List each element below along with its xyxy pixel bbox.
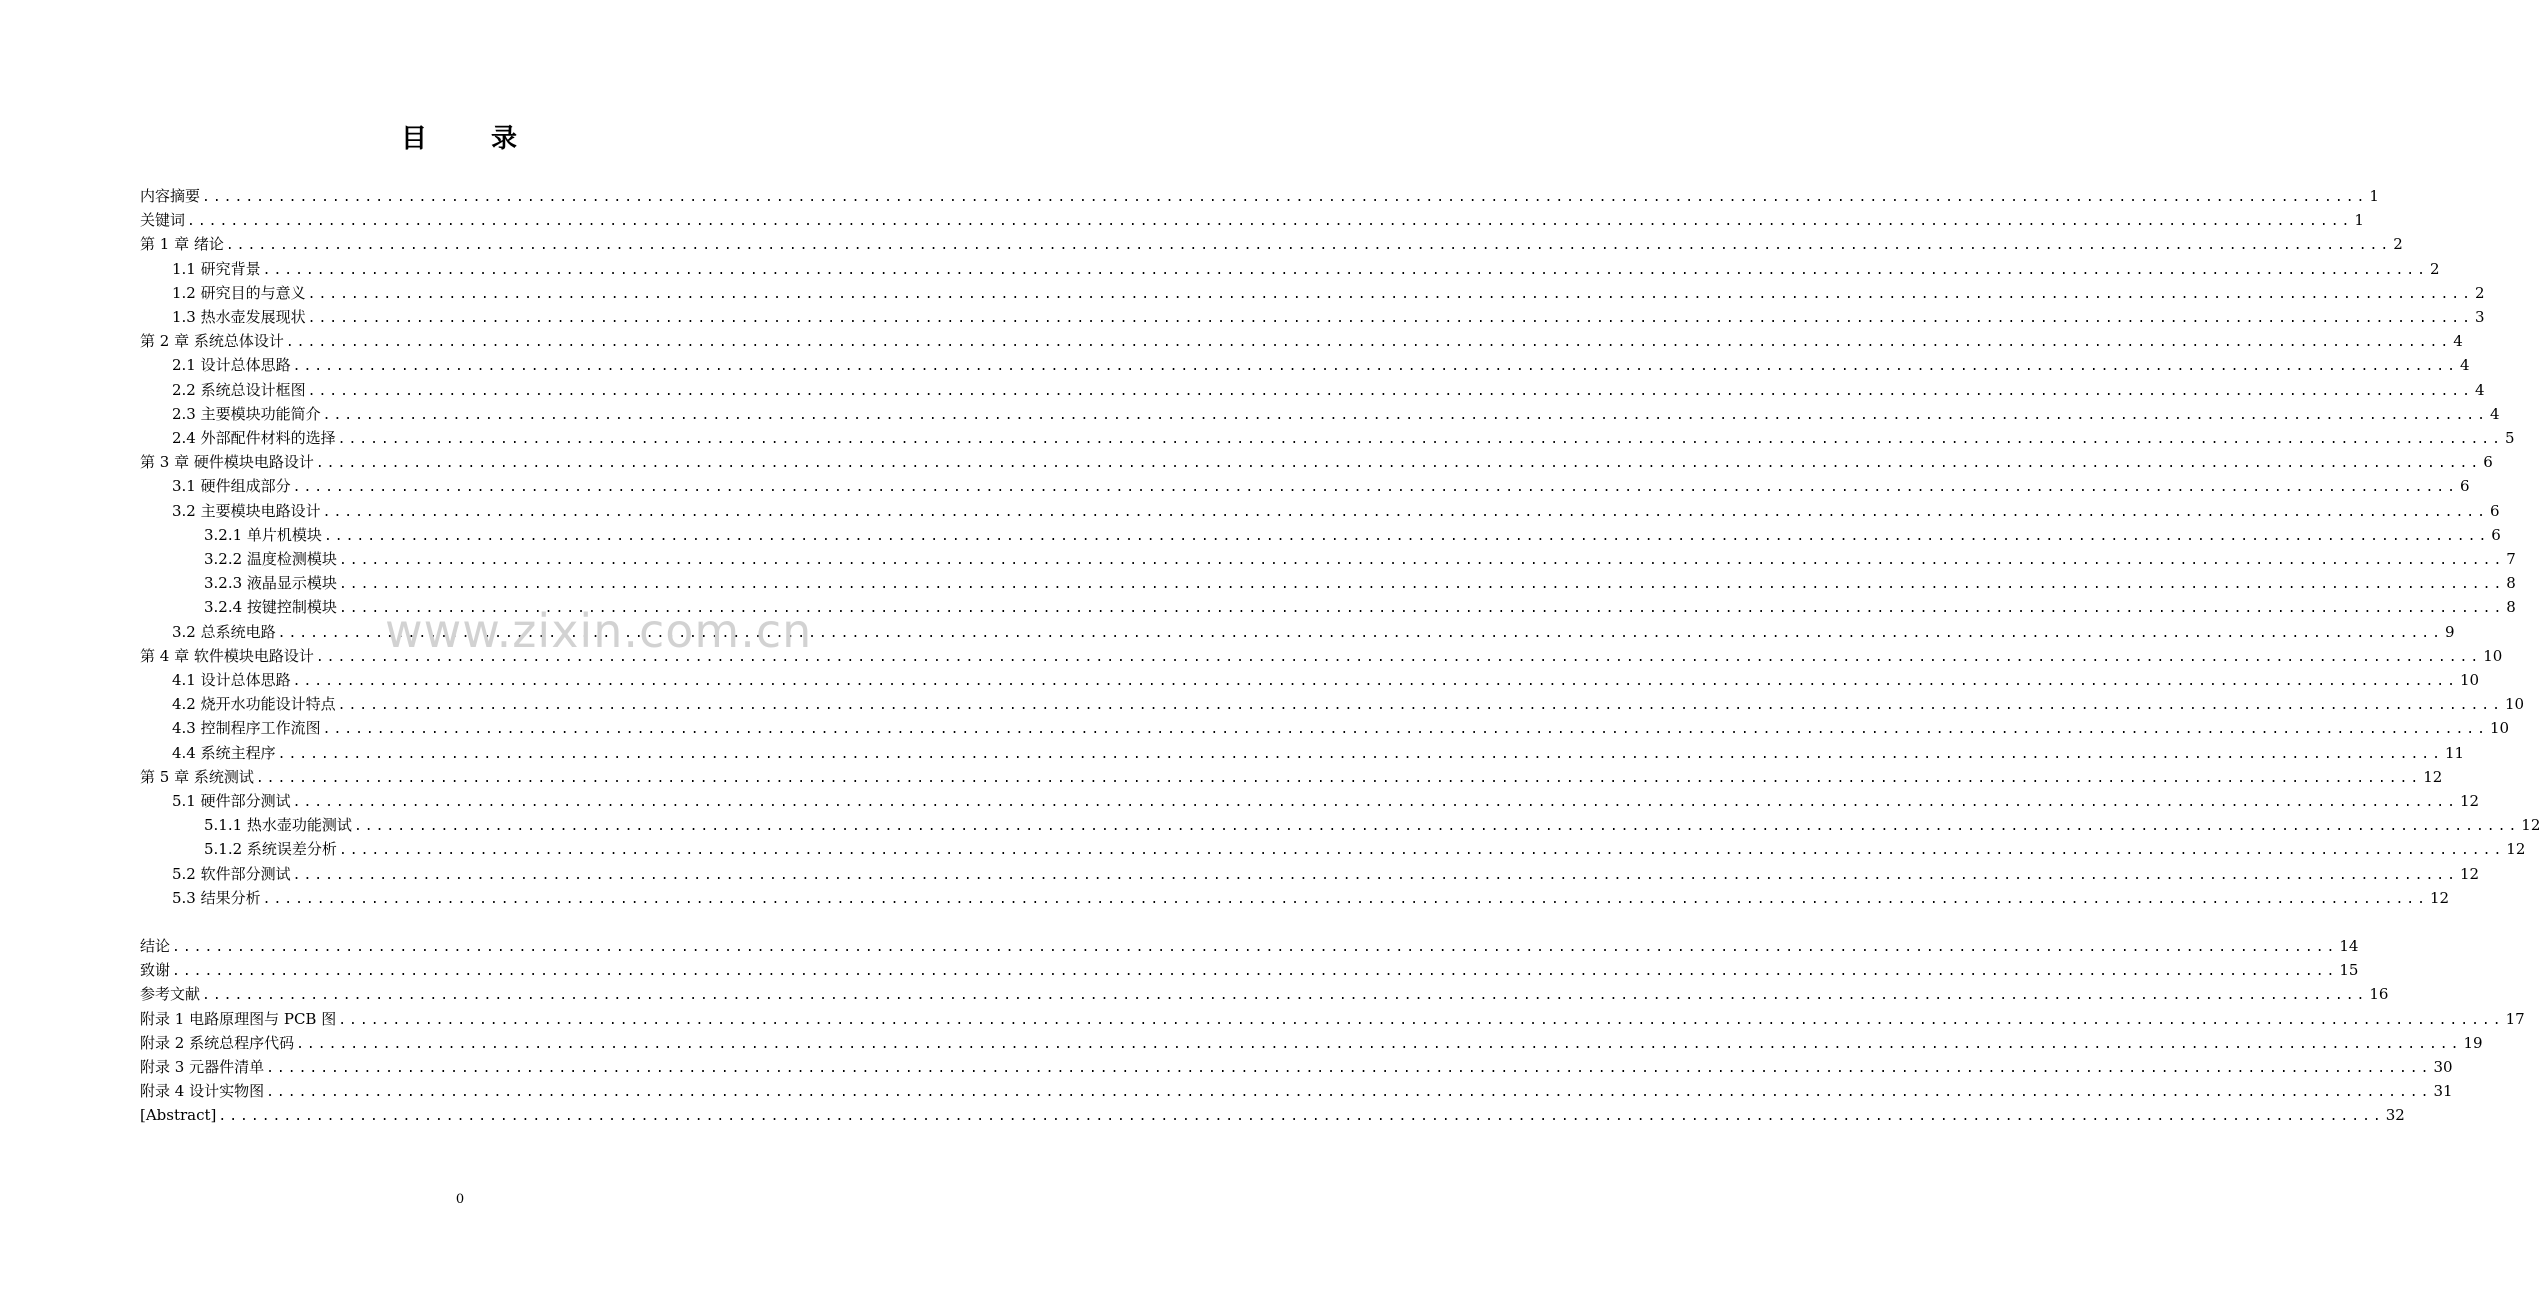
dot-leader: ........................................................................................................................................................................................................ [262,263,2428,278]
watermark: www.zixin.com.cn [385,604,813,658]
toc-entry-page: 1 [2354,211,2364,229]
toc-entry[interactable] [140,934,2359,958]
toc-entry-page: 4 [2453,332,2463,350]
toc-entry-label: 第 1 章 绪论 [140,235,224,253]
toc-entry-label: 附录 3 元器件清单 [140,1058,265,1076]
toc-entry-label: 关键词 [140,211,186,229]
toc-entry-page: 14 [2339,937,2359,955]
toc-entry-page: 17 [2505,1010,2525,1028]
toc-entry[interactable] [140,982,2389,1006]
dot-leader: ........................................................................................................................................................................................................ [322,722,2488,737]
toc-entry-label: 3.2 主要模块电路设计 [172,502,321,520]
toc-entry-label: 致谢 [140,961,171,979]
toc-entry-page: 12 [2459,865,2480,883]
toc-entry[interactable] [172,499,2500,523]
dot-leader: ........................................................................................................................................................................................................ [338,553,2505,568]
dot-leader: ........................................................................................................................................................................................................ [307,287,2473,302]
dot-leader: ........................................................................................................................................................................................................ [225,238,2392,253]
toc-entry[interactable] [204,523,2501,547]
toc-entry-label: 5.3 结果分析 [172,889,261,907]
dot-leader: ........................................................................................................................................................................................................ [266,1061,2432,1076]
toc-entry[interactable] [204,837,2526,861]
toc-entry-label: 3.2.4 按键控制模块 [204,598,337,616]
dot-leader: ........................................................................................................................................................................................................ [172,964,2338,979]
dot-leader: ........................................................................................................................................................................................................ [296,1037,2462,1052]
toc-entry-page: 10 [2504,695,2525,713]
toc-entry-label: 2.1 设计总体思路 [172,356,291,374]
toc-entry[interactable] [172,886,2450,910]
dot-leader: ........................................................................................................................................................................................................ [292,674,2458,689]
toc-entry[interactable] [172,378,2485,402]
dot-leader: ........................................................................................................................................................................................................ [353,819,2520,834]
dot-leader: ........................................................................................................................................................................................................ [292,795,2458,810]
dot-leader: ........................................................................................................................................................................................................ [338,1013,2504,1028]
page-number: 0 [455,1192,465,1207]
toc-entry-page: 12 [2521,816,2540,834]
dot-leader: ........................................................................................................................................................................................................ [277,747,2443,762]
dot-leader: ........................................................................................................................................................................................................ [338,601,2505,616]
dot-leader: ........................................................................................................................................................................................................ [322,408,2488,423]
toc-entry-label: 2.4 外部配件材料的选择 [172,429,336,447]
toc-entry[interactable] [140,208,2364,232]
toc-entry[interactable] [140,184,2379,208]
toc-entry-page: 2 [2429,260,2440,278]
toc-entry-page: 12 [2506,840,2526,858]
toc-entry-label: 4.1 设计总体思路 [172,671,291,689]
toc-entry-page: 10 [2483,647,2503,665]
toc-entry[interactable] [140,1007,2525,1031]
toc-entry-page: 32 [2385,1106,2405,1124]
dot-leader: ........................................................................................................................................................................................................ [292,359,2458,374]
toc-entry[interactable] [172,620,2455,644]
dot-leader: ........................................................................................................................................................................................................ [337,698,2503,713]
toc-entry[interactable] [204,547,2516,571]
dot-leader: ........................................................................................................................................................................................................ [172,940,2338,955]
toc-entry-label: 附录 2 系统总程序代码 [140,1034,295,1052]
toc-entry[interactable] [140,450,2493,474]
toc-entry[interactable] [172,353,2470,377]
toc-entry-label: 附录 4 设计实物图 [140,1082,265,1100]
toc-entry-page: 6 [2483,453,2493,471]
toc-entry-page: 6 [2489,502,2500,520]
toc-entry-page: 4 [2489,405,2500,423]
toc-entry[interactable] [140,1103,2405,1127]
dot-leader: ........................................................................................................................................................................................................ [202,190,2368,205]
toc-entry[interactable] [172,257,2440,281]
toc-entry[interactable] [172,305,2485,329]
toc-entry-label: 附录 1 电路原理图与 PCB 图 [140,1010,337,1028]
toc-entry-page: 31 [2433,1082,2453,1100]
title-char-1: 目 [400,124,429,154]
toc-entry[interactable] [172,402,2500,426]
toc-entry-label: 1.2 研究目的与意义 [172,284,306,302]
page-title [0,118,920,155]
dot-leader: ........................................................................................................................................................................................................ [218,1109,2384,1124]
dot-leader: ........................................................................................................................................................................................................ [315,650,2482,665]
toc-entry[interactable] [140,329,2463,353]
dot-leader: ........................................................................................................................................................................................................ [337,432,2503,447]
toc-entry-label: 2.2 系统总设计框图 [172,381,306,399]
toc-entry-page: 1 [2369,187,2379,205]
toc-entry[interactable] [172,862,2480,886]
dot-leader: ........................................................................................................................................................................................................ [323,529,2490,544]
toc-entry[interactable] [204,595,2516,619]
dot-leader: ........................................................................................................................................................................................................ [338,577,2505,592]
toc-entry[interactable] [172,741,2465,765]
toc-entry-label: 2.3 主要模块功能简介 [172,405,321,423]
title-char-2: 录 [491,124,520,154]
toc-entry-page: 8 [2506,598,2516,616]
toc-entry-page: 7 [2506,550,2516,568]
toc-entry-label: 5.1 硬件部分测试 [172,792,291,810]
toc-entry-label: 3.2.2 温度检测模块 [204,550,337,568]
toc-entry-label: 第 5 章 系统测试 [140,768,254,786]
toc-entry-label: 1.1 研究背景 [172,260,261,278]
toc-entry-label: 3.2.1 单片机模块 [204,526,322,544]
toc-entry-page: 9 [2444,623,2455,641]
toc-entry-page: 8 [2506,574,2516,592]
toc-entry[interactable] [140,232,2403,256]
dot-leader: ........................................................................................................................................................................................................ [338,843,2505,858]
toc-entry-page: 10 [2459,671,2480,689]
toc-entry-label: 第 2 章 系统总体设计 [140,332,284,350]
toc-entry-page: 19 [2463,1034,2483,1052]
toc-entry[interactable] [140,765,2443,789]
dot-leader: ........................................................................................................................................................................................................ [266,1085,2432,1100]
toc-entry-page: 4 [2474,381,2485,399]
toc-entry-label: 结论 [140,937,171,955]
toc-entry-page: 2 [2393,235,2403,253]
dot-leader: ........................................................................................................................................................................................................ [255,771,2422,786]
dot-leader: ........................................................................................................................................................................................................ [285,335,2452,350]
toc-entry-page: 5 [2504,429,2515,447]
toc-entry-page: 6 [2459,477,2470,495]
toc-entry-page: 3 [2474,308,2485,326]
dot-leader: ........................................................................................................................................................................................................ [292,480,2458,495]
dot-leader: ........................................................................................................................................................................................................ [307,384,2473,399]
dot-leader: ........................................................................................................................................................................................................ [315,456,2482,471]
toc-entry-page: 12 [2459,792,2480,810]
toc-entry-label: 4.3 控制程序工作流图 [172,719,321,737]
dot-leader: ........................................................................................................................................................................................................ [292,868,2458,883]
toc-entry-label: [Abstract] [140,1106,217,1124]
dot-leader: ........................................................................................................................................................................................................ [307,311,2473,326]
toc-entry-page: 12 [2423,768,2443,786]
toc-entry-page: 15 [2339,961,2359,979]
toc-entry[interactable] [172,668,2480,692]
dot-leader: ........................................................................................................................................................................................................ [277,626,2443,641]
toc-entry-page: 4 [2459,356,2470,374]
toc-entry[interactable] [140,644,2503,668]
toc-entry[interactable] [204,571,2516,595]
toc-entry-label: 4.4 系统主程序 [172,744,276,762]
toc-entry-label: 参考文献 [140,985,201,1003]
toc-entry[interactable] [140,1055,2453,1079]
toc-entry-page: 10 [2489,719,2510,737]
toc-entry[interactable] [172,692,2525,716]
toc-entry-label: 1.3 热水壶发展现状 [172,308,306,326]
toc-entry-label: 3.1 硬件组成部分 [172,477,291,495]
toc-entry[interactable] [140,958,2359,982]
toc-entry-page: 6 [2491,526,2501,544]
toc-entry-label: 内容摘要 [140,187,201,205]
dot-leader: ........................................................................................................................................................................................................ [322,505,2488,520]
toc-entry[interactable] [172,281,2485,305]
toc-entry[interactable] [172,789,2480,813]
toc-entry[interactable] [140,1031,2483,1055]
toc-entry[interactable] [172,716,2510,740]
toc-entry-label: 第 3 章 硬件模块电路设计 [140,453,314,471]
toc-entry[interactable] [172,426,2515,450]
toc-entry-label: 第 4 章 软件模块电路设计 [140,647,314,665]
dot-leader: ........................................................................................................................................................................................................ [262,892,2428,907]
dot-leader: ........................................................................................................................................................................................................ [202,988,2368,1003]
toc-entry[interactable] [172,474,2470,498]
toc-entry-page: 2 [2474,284,2485,302]
toc-entry-label: 3.2.3 液晶显示模块 [204,574,337,592]
toc-entry-page: 12 [2429,889,2450,907]
toc-entry-label: 4.2 烧开水功能设计特点 [172,695,336,713]
toc-entry-label: 5.1.1 热水壶功能测试 [204,816,352,834]
toc-entry-page: 11 [2444,744,2465,762]
toc-entry[interactable] [204,813,2540,837]
toc-entry[interactable] [140,1079,2453,1103]
dot-leader: ........................................................................................................................................................................................................ [187,214,2353,229]
toc-entry-page: 16 [2369,985,2389,1003]
toc-entry-page: 30 [2433,1058,2453,1076]
toc-entry-label: 5.2 软件部分测试 [172,865,291,883]
toc-entry-label: 3.2 总系统电路 [172,623,276,641]
toc-entry-label: 5.1.2 系统误差分析 [204,840,337,858]
